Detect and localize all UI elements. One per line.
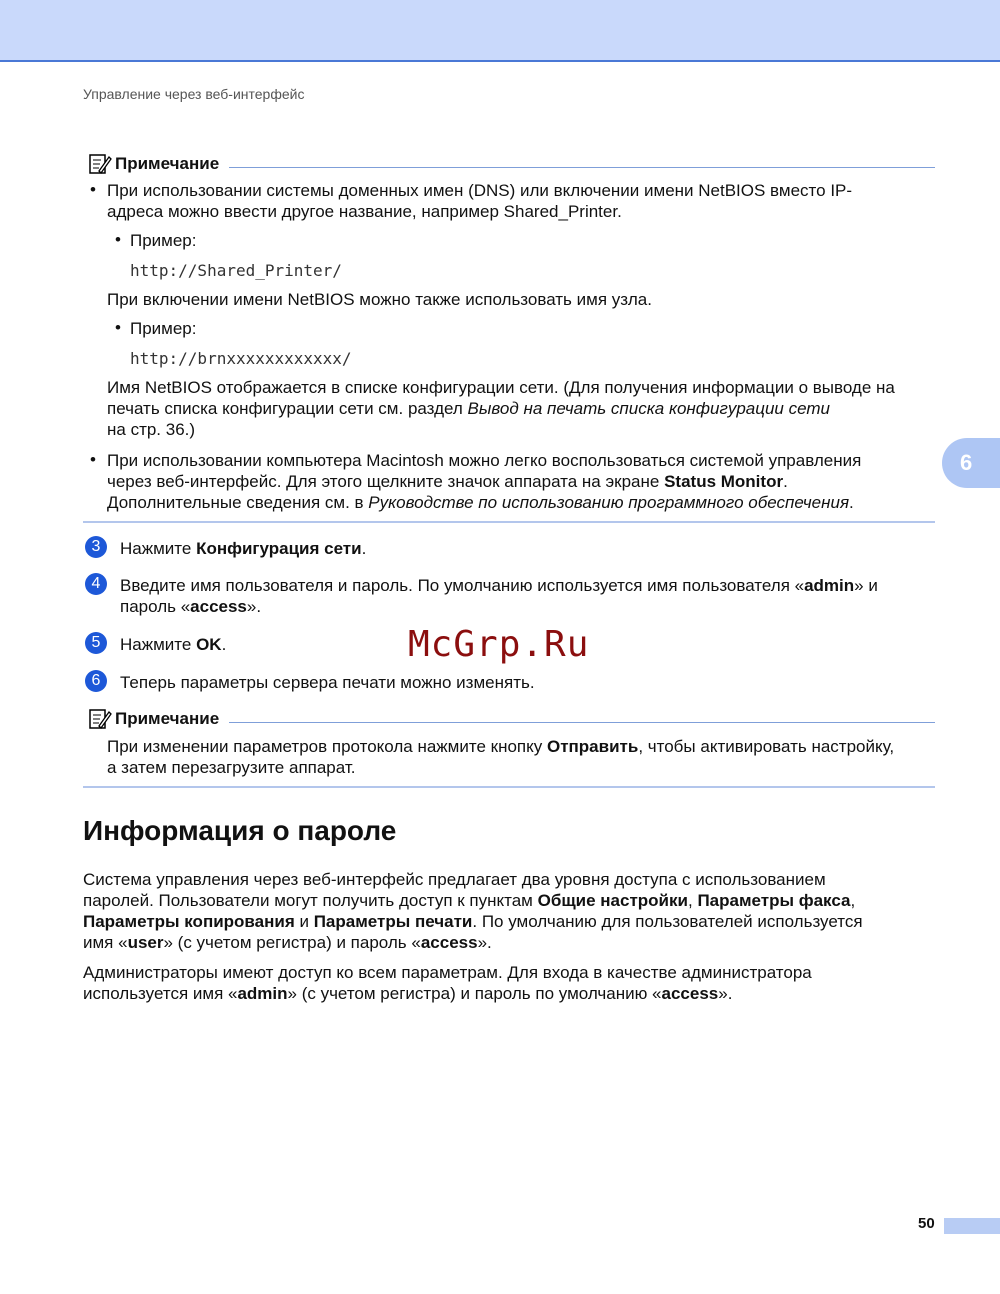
body-text: паролей. Пользователи могут получить доступ к пунктам Общие настройки, Параметры факса, xyxy=(83,891,856,910)
note-text: При использовании компьютера Macintosh можно легко воспользоваться системой управления xyxy=(107,451,862,470)
note-text: печать списка конфигурации сети см. раздел Вывод на печать списка конфигурации сети xyxy=(107,399,830,418)
step-text: Нажмите OK. xyxy=(120,635,227,654)
note-divider xyxy=(229,722,935,723)
note-text: При изменении параметров протокола нажмите кнопку Отправить, чтобы активировать настройку, xyxy=(107,737,895,756)
note-title: Примечание xyxy=(115,709,220,728)
note-pencil-icon xyxy=(88,707,112,731)
software-guide-link[interactable]: Руководстве по использованию программного обеспечения xyxy=(368,493,850,512)
step-number: 4 xyxy=(85,573,107,595)
crossref-link[interactable]: Вывод на печать списка конфигурации сети xyxy=(467,399,830,418)
note-pencil-icon xyxy=(88,152,112,176)
note-header xyxy=(88,152,935,176)
note-text: Имя NetBIOS отображается в списке конфигурации сети. (Для получения информации о выводе на xyxy=(107,378,895,397)
example-url: http://Shared_Printer/ xyxy=(130,261,342,280)
bullet: • xyxy=(90,450,96,469)
note-header xyxy=(88,707,935,731)
note-text: При использовании системы доменных имен (DNS) или включении имени NetBIOS вместо IP- xyxy=(107,181,853,200)
note-text: через веб-интерфейс. Для этого щелкните значок аппарата на экране Status Monitor. xyxy=(107,472,788,491)
step-text: Введите имя пользователя и пароль. По умолчанию используется имя пользователя «admin» и xyxy=(120,576,878,595)
page-number-bar xyxy=(944,1218,1000,1234)
note-end-rule xyxy=(83,786,935,788)
note-end-rule xyxy=(83,521,935,523)
note-text: а затем перезагрузите аппарат. xyxy=(107,758,356,777)
step-text: пароль «access». xyxy=(120,597,262,616)
chapter-tab[interactable] xyxy=(942,438,1000,488)
note-text: на стр. 36.) xyxy=(107,420,196,439)
body-text: Администраторы имеют доступ ко всем параметрам. Для входа в качестве администратора xyxy=(83,963,812,982)
bullet: • xyxy=(115,230,121,249)
bullet: • xyxy=(115,318,121,337)
step-number: 6 xyxy=(85,670,107,692)
running-head: Управление через веб-интерфейс xyxy=(83,86,305,102)
body-text: используется имя «admin» (с учетом регистра) и пароль по умолчанию «access». xyxy=(83,984,733,1003)
section-heading: Информация о пароле xyxy=(83,815,397,846)
note-divider xyxy=(229,167,935,168)
note-text: адреса можно ввести другое название, например Shared_Printer. xyxy=(107,202,622,221)
header-band xyxy=(0,0,1000,62)
watermark: McGrp.Ru xyxy=(408,624,590,665)
page-number: 50 xyxy=(918,1215,935,1232)
note-text: При включении имени NetBIOS можно также использовать имя узла. xyxy=(107,290,652,309)
step-text: Теперь параметры сервера печати можно изменять. xyxy=(120,673,535,692)
body-text: Система управления через веб-интерфейс предлагает два уровня доступа с использованием xyxy=(83,870,826,889)
body-text: имя «user» (с учетом регистра) и пароль «access». xyxy=(83,933,492,952)
bullet: • xyxy=(90,180,96,199)
step-number: 3 xyxy=(85,536,107,558)
chapter-number: 6 xyxy=(960,450,973,475)
body-text: Параметры копирования и Параметры печати. По умолчанию для пользователей используется xyxy=(83,912,863,931)
step-number: 5 xyxy=(85,632,107,654)
step-text: Нажмите Конфигурация сети. xyxy=(120,539,367,558)
example-label: Пример: xyxy=(130,319,197,338)
example-url: http://brnxxxxxxxxxxxx/ xyxy=(130,349,352,368)
example-label: Пример: xyxy=(130,231,197,250)
note-title: Примечание xyxy=(115,154,220,173)
note-text: Дополнительные сведения см. в Руководстве по использованию программного обеспечения. xyxy=(107,493,854,512)
